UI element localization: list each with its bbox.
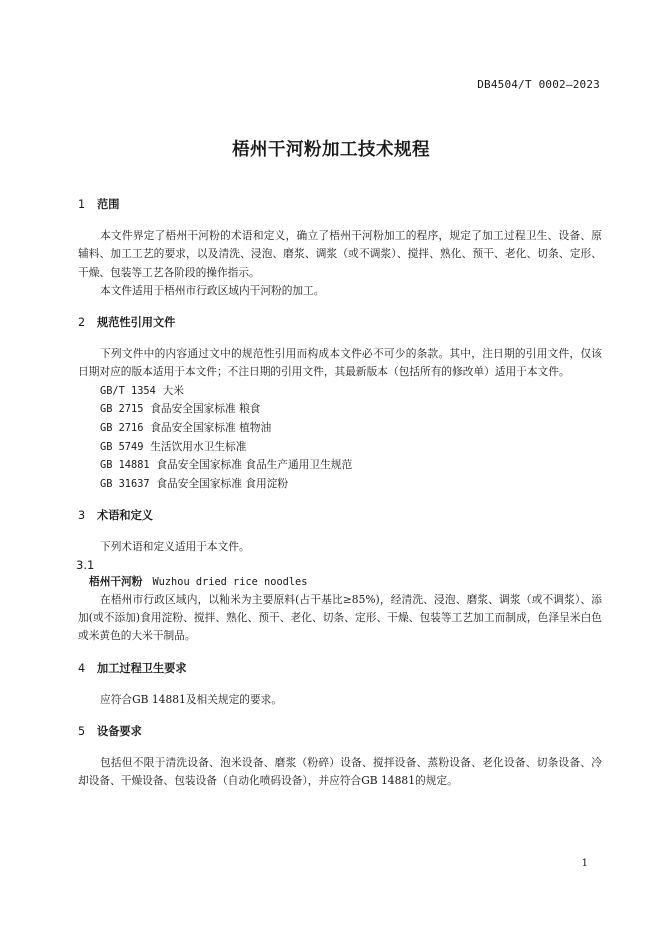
reference-code: GB/T 1354 <box>100 384 156 397</box>
term-chinese: 梧州干河粉 <box>89 574 143 588</box>
reference-list <box>78 382 602 494</box>
reference-item <box>78 382 602 401</box>
section-title: 加工过程卫生要求 <box>97 661 187 675</box>
section-number: 1 <box>78 198 86 211</box>
reference-item <box>78 475 602 494</box>
paragraph: 下列文件中的内容通过文中的规范性引用而构成本文件必不可少的条款。其中，注日期的引用文件，仅该日期对应的版本适用于本文件；不注日期的引用文件，其最新版本（包括所有的修改单）适用于本文件。 <box>78 347 602 379</box>
section-4-heading <box>78 660 602 677</box>
section-title: 设备要求 <box>97 724 142 738</box>
reference-name: 食品安全国家标准 粮食 <box>150 402 261 416</box>
section-title: 术语和定义 <box>97 509 153 523</box>
paragraph: 下列术语和定义适用于本文件。 <box>100 540 250 554</box>
reference-code: GB 31637 <box>100 477 150 490</box>
section-3-heading <box>78 507 602 524</box>
term-english: Wuzhou dried rice noodles <box>152 575 308 588</box>
page-number: 1 <box>581 858 588 869</box>
section-number: 4 <box>78 661 86 675</box>
section-number: 2 <box>78 316 86 330</box>
reference-code: GB 14881 <box>100 459 150 472</box>
paragraph: 本文件适用于梧州市行政区域内干河粉的加工。 <box>100 283 325 297</box>
term-definition: 在梧州市行政区域内，以籼米为主要原料(占干基比≥85%)，经清洗、浸泡、磨浆、调浆（或不调浆）、添加(或不添加)食用淀粉、搅拌、熟化、预干、老化、切条、定形、干燥、包装等工艺加工而制成，色泽呈米白色或米黄色的大米干制品。 <box>78 592 602 643</box>
reference-item <box>78 419 602 438</box>
subsection-number: 3.1 <box>76 557 95 572</box>
section-title: 范围 <box>97 198 120 211</box>
paragraph: 应符合GB 14881及相关规定的要求。 <box>100 692 283 706</box>
reference-code: GB 2716 <box>100 421 144 434</box>
reference-name: 食品安全国家标准 食品生产通用卫生规范 <box>156 458 353 472</box>
reference-name: 生活饮用水卫生标准 <box>150 439 247 453</box>
reference-code: GB 2715 <box>100 403 144 416</box>
document-code: DB4504/T 0002—2023 <box>477 78 600 91</box>
term-entry <box>78 573 602 591</box>
section-1-heading <box>78 196 602 213</box>
section-5-heading <box>78 723 602 740</box>
section-title: 规范性引用文件 <box>97 316 176 330</box>
paragraph: 本文件界定了梧州干河粉的术语和定义，确立了梧州干河粉加工的程序，规定了加工过程卫生、设备、原辅料、加工工艺的要求，以及清洗、浸泡、磨浆、调浆（或不调浆）、搅拌、熟化、预干、老化、切条、定形、干燥、包装等工艺各阶段的操作指示。 <box>78 229 602 279</box>
document-body <box>78 196 602 790</box>
section-2-heading <box>78 314 602 331</box>
reference-name: 食品安全国家标准 植物油 <box>150 420 272 434</box>
paragraph: 包括但不限于清洗设备、泡米设备、磨浆（粉碎）设备、搅拌设备、蒸粉设备、老化设备、切条设备、冷却设备、干燥设备、包装设备（自动化喷码设备），并应符合GB 14881的规定。 <box>78 755 602 788</box>
reference-item <box>78 400 602 419</box>
section-number: 3 <box>78 509 86 523</box>
reference-name: 大米 <box>162 383 184 397</box>
reference-item <box>78 438 602 457</box>
section-number: 5 <box>78 724 86 738</box>
reference-item <box>78 456 602 475</box>
document-title: 梧州干河粉加工技术规程 <box>232 140 430 160</box>
reference-code: GB 5749 <box>100 440 144 453</box>
reference-name: 食品安全国家标准 食用淀粉 <box>156 476 289 490</box>
